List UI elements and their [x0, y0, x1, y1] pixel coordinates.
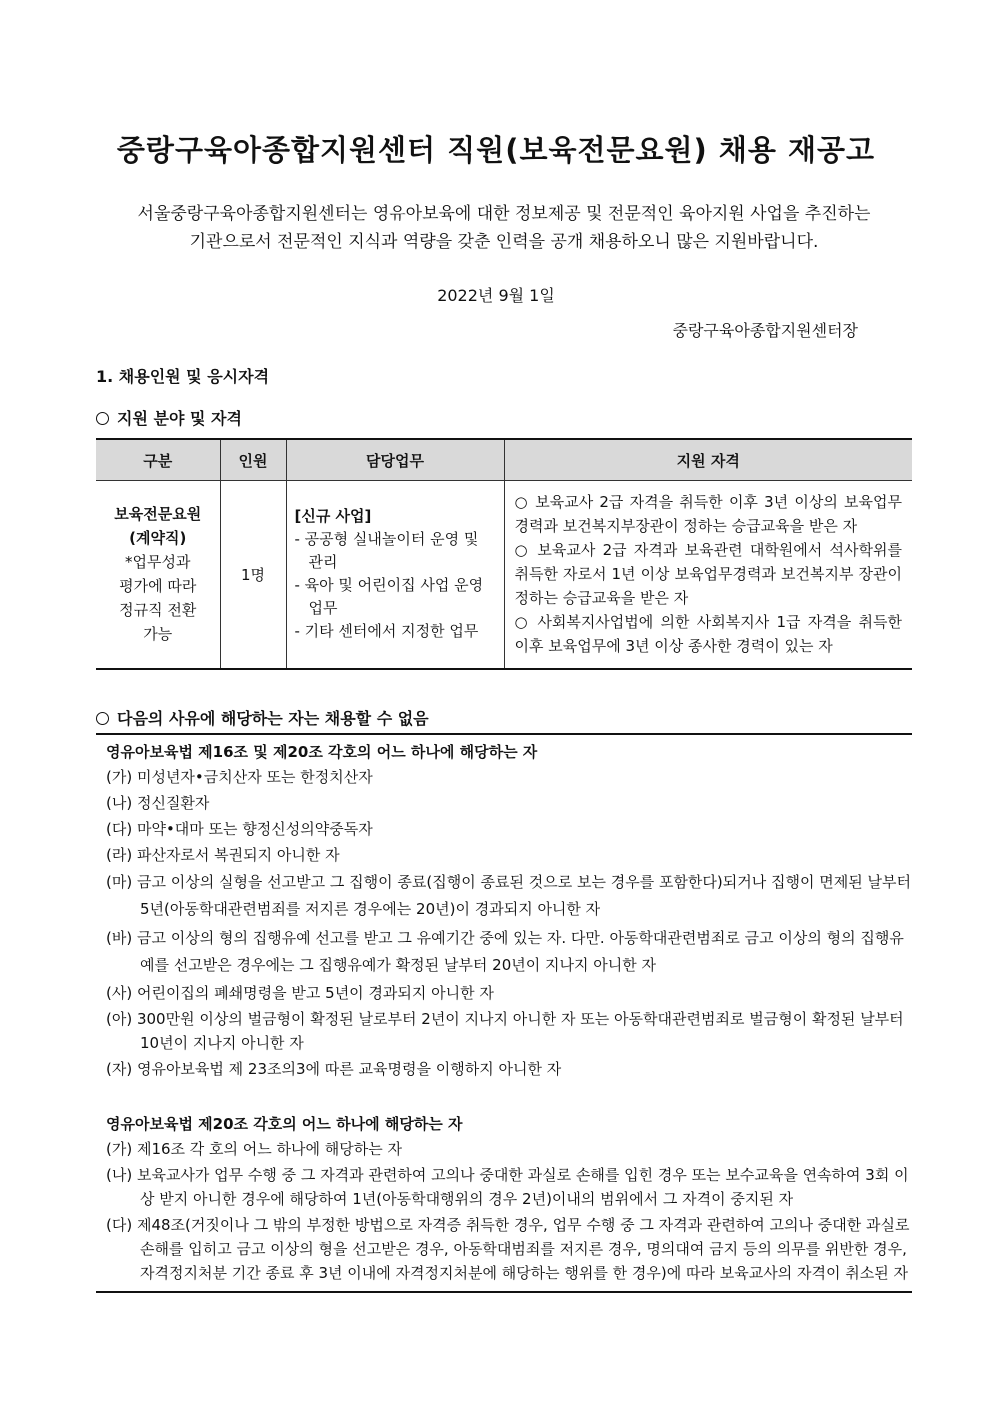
- qualification-item: ○ 보육교사 2급 자격과 보육관련 대학원에서 석사학위를 취득한 자로서 1년 이상 보육업무경력과 보건복지부 장관이 정하는 승급교육을 받은 자: [514, 541, 902, 608]
- duty-header: [신규 사업]: [294, 507, 372, 526]
- duty-item: - 기타 센터에서 지정한 업무: [294, 622, 479, 641]
- header-count: 인원: [220, 439, 286, 481]
- position-type: (계약직): [129, 529, 187, 548]
- list-item: (사) 어린이집의 폐쇄명령을 받고 5년이 경과되지 아니한 자: [106, 984, 494, 1002]
- intro-paragraph: [96, 200, 912, 256]
- header-category: 구분: [96, 439, 220, 481]
- header-duties: 담당업무: [286, 439, 504, 481]
- duties-cell: [286, 481, 504, 669]
- announcement-date: 2022년 9월 1일: [437, 286, 555, 305]
- list-item: (다) 제48조(거짓이나 그 밖의 부정한 방법으로 자격증 취득한 경우, 업무 수행 중 그 자격과 관련하여 고의나 중대한 과실로 손해를 입히고 금고 이상의 형을 선고받은 경우, 아동학대범죄를 저지른 경우, 명의대여 금지 등의 의무를 위반한 경우, 자격정지처분 기간 종료 후 3년 이내에 자격정지처분에 해당하는 행위를 한 경우)에 따라 보육교사의 자격이 취소된 자: [106, 1216, 910, 1282]
- qualification-item: ○ 사회복지사업법에 의한 사회복지사 1급 자격을 취득한 이후 보육업무에 3년 이상 종사한 경력이 있는 자: [514, 613, 902, 656]
- section-heading-recruitment: 1. 채용인원 및 응시자격: [96, 367, 270, 386]
- position-note-3: 정규직 전환: [119, 601, 197, 620]
- group1-title: 영유아보육법 제16조 및 제20조 각호의 어느 하나에 해당하는 자: [106, 743, 538, 761]
- hollow-circle-icon: [96, 412, 109, 425]
- list-item: (나) 정신질환자: [106, 794, 210, 812]
- hollow-circle-icon: [96, 712, 109, 725]
- intro-line-1: 서울중랑구육아종합지원센터는 영유아보육에 대한 정보제공 및 전문적인 육아지원 사업을 추진하는: [137, 204, 871, 224]
- list-item: (나) 보육교사가 업무 수행 중 그 자격과 관련하여 고의나 중대한 과실로 손해를 입힌 경우 또는 보수교육을 연속하여 3회 이상 받지 아니한 경우에 해당하여 1년(아동학대행위의 경우 2년)이내의 범위에서 그 자격이 중지된 자: [106, 1166, 909, 1208]
- qualifications-cell: [504, 481, 912, 669]
- disqualification-heading: 다음의 사유에 해당하는 자는 채용할 수 없음: [117, 709, 429, 728]
- position-note-1: *업무성과: [125, 553, 191, 572]
- position-cell: [96, 481, 220, 669]
- issuing-organization: 중랑구육아종합지원센터장: [672, 321, 858, 340]
- qualification-item: ○ 보육교사 2급 자격을 취득한 이후 3년 이상의 보육업무 경력과 보건복지부장관이 정하는 승급교육을 받은 자: [514, 493, 902, 536]
- subheading-label: 지원 분야 및 자격: [117, 409, 242, 428]
- list-item: (마) 금고 이상의 실형을 선고받고 그 집행이 종료(집행이 종료된 것으로 보는 경우를 포함한다)되거나 집행이 면제된 날부터 5년(아동학대관련범죄를 저지른 경우에는 20년)이 경과되지 아니한 자: [106, 873, 911, 918]
- subheading-disqualification: [96, 706, 429, 729]
- list-item: (자) 영유아보육법 제 23조의3에 따른 교육명령을 이행하지 아니한 자: [106, 1060, 562, 1078]
- disqualification-box: [96, 733, 912, 1293]
- recruitment-table: [96, 438, 912, 670]
- duty-item: - 공공형 실내놀이터 운영 및 관리: [294, 530, 479, 572]
- list-item: (라) 파산자로서 복권되지 아니한 자: [106, 846, 340, 864]
- table-header-row: [96, 439, 912, 481]
- table-row: [96, 481, 912, 669]
- list-item: (다) 마약•대마 또는 향정신성의약중독자: [106, 820, 373, 838]
- headcount-cell: 1명: [220, 481, 286, 669]
- header-qualifications: 지원 자격: [504, 439, 912, 481]
- position-note-4: 가능: [143, 625, 173, 644]
- subheading-field-qualification: [96, 406, 242, 429]
- list-item: (아) 300만원 이상의 벌금형이 확정된 날로부터 2년이 지나지 아니한 자 또는 아동학대관련범죄로 벌금형이 확정된 날부터 10년이 지나지 아니한 자: [106, 1010, 904, 1052]
- page-title: 중랑구육아종합지원센터 직원(보육전문요원) 채용 재공고: [116, 133, 876, 167]
- duty-item: - 육아 및 어린이집 사업 운영 업무: [294, 576, 484, 618]
- position-note-2: 평가에 따라: [119, 577, 197, 596]
- list-item: (가) 제16조 각 호의 어느 하나에 해당하는 자: [106, 1140, 403, 1158]
- group2-title: 영유아보육법 제20조 각호의 어느 하나에 해당하는 자: [106, 1115, 463, 1133]
- intro-line-2: 기관으로서 전문적인 지식과 역량을 갖춘 인력을 공개 채용하오니 많은 지원바랍니다.: [189, 232, 819, 252]
- list-item: (가) 미성년자•금치산자 또는 한정치산자: [106, 768, 373, 786]
- position-title: 보육전문요원: [114, 505, 202, 524]
- list-item: (바) 금고 이상의 형의 집행유예 선고를 받고 그 유예기간 중에 있는 자. 다만. 아동학대관련범죄로 금고 이상의 형의 집행유예를 선고받은 경우에는 그 집행유예가 확정된 날부터 20년이 지나지 아니한 자: [106, 929, 904, 974]
